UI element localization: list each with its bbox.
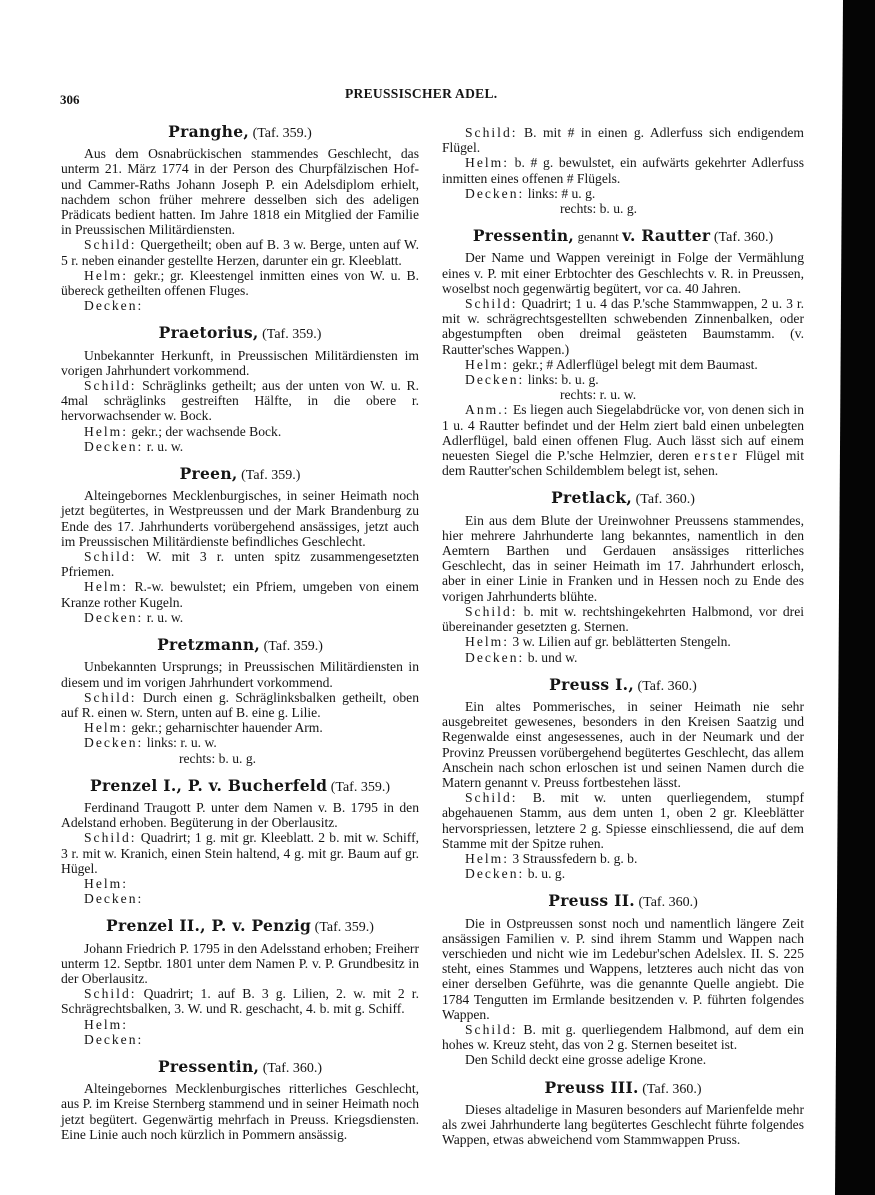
plate-reference: (Taf. 360.) <box>638 895 698 911</box>
right-column <box>442 125 804 1159</box>
schild-line: Schild: Quadrirt; 1 u. 4 das P.'sche Stammwappen, 2 u. 3 r. mit w. schrägrechtsgestellten schwebenden Zinnenbalken, oder abgestumpften oben dreimal geästeten Baumstamm. (v. Rautter'sches Wappen.) <box>442 296 804 357</box>
entry-description: Johann Friedrich P. 1795 in den Adelsstand erhoben; Freiherr unterm 12. Septbr. 1801 unter dem Namen P. v. P. Grundbesitz in der Oberlausitz. <box>61 940 419 986</box>
helm-line: Helm: 3 w. Lilien auf gr. beblätterten Stengeln. <box>465 634 731 650</box>
helm-line: Helm: gekr.; der wachsende Bock. <box>84 423 282 439</box>
entry-title <box>61 637 419 654</box>
helm-line: Helm: R.-w. bewulstet; ein Pfriem, umgeben von einem Kranze rother Kugeln. <box>61 579 419 610</box>
decken-line: Decken: links: b. u. g. <box>465 372 599 388</box>
entry-description: Aus dem Osnabrückischen stammendes Geschlecht, das unterm 21. März 1774 in der Person des Churpfälzischen Hof- und Cammer-Raths Johann Joseph P. ein Adelsdiplom erhielt, nachdem schon früher mehrere desselben sich des adeligen Prädicats bedient hatten. Im Jahre 1818 ein Mitglied der Familie in Preussischen Militärdiensten. <box>61 146 419 238</box>
entry-description: Ein altes Pommerisches, in seiner Heimath nie sehr ausgebreitet gewesenes, besonders in den Kreisen Saatzig und Regenwalde einst angesessenes, auch in der Neumark und der Provinz Preussen vorübergehend begütertes Geschlecht, das allem Anschein nach schon erloschen ist und seinen Namen durch die Matern genannt v. Preuss fortbestehen lässt. <box>442 698 804 790</box>
entry-name: Pretzmann, <box>157 635 261 655</box>
entry-prenzel-2 <box>61 918 419 1047</box>
entry-genannt: genannt <box>577 229 619 245</box>
plate-reference: (Taf. 360.) <box>637 678 697 694</box>
decken-line: Decken: links: r. u. w. <box>84 735 217 751</box>
entry-pressentin <box>61 1056 419 1142</box>
plate-reference: (Taf. 360.) <box>635 492 695 508</box>
schild-line: Schild: Quadrirt; 1. auf B. 3 g. Lilien, 2. w. mit 2 r. Schrägrechtsbalken, 3. W. und R. geschacht, 4. b. mit g. Schiff. <box>61 986 419 1017</box>
entry-name: Preuss III. <box>544 1077 639 1097</box>
entry-preuss-2 <box>442 893 804 1067</box>
helm-line: Helm: 3 Straussfedern b. g. b. <box>465 850 638 866</box>
helm-line: Helm: gekr.; geharnischter hauender Arm. <box>84 720 323 736</box>
scan-black-edge <box>835 0 875 1195</box>
entry-name: Praetorius, <box>158 323 259 343</box>
decken-line: Decken: <box>84 1031 144 1047</box>
entry-description: Die in Ostpreussen sonst noch und namentlich längere Zeit ansässigen Familien v. P. sind ihrem Stamm und Wappen nach verschieden und nicht wie im Ledebur'schen Adelslex. II. S. 225 steht, eines Stammes und Wappens, letzteres auch nicht das von einer derselben Geführte, was die genannte Quelle angiebt. Die 1784 Tengutten im Ermlande besitzenden v. P. führten folgendes Wappen. <box>442 915 804 1022</box>
decken-line: Decken: b. und w. <box>465 649 578 665</box>
entry-name: Pranghe, <box>168 122 250 141</box>
entry-description: Alteingebornes Mecklenburgisches ritterliches Geschlecht, aus P. im Kreise Sternberg stammend und in seiner Heimath noch jetzt begütert. Gegenwärtig mehrfach in Preuss. Kriegsdiensten. Eine Linie auch noch kürzlich in Pommern ansässig. <box>61 1081 419 1142</box>
entry-title <box>442 893 804 910</box>
entry-name: Prenzel I., P. v. Bucherfeld <box>89 775 328 795</box>
entry-name: Preen, <box>179 464 238 484</box>
entry-title <box>442 490 804 507</box>
entry-name: Prenzel II., P. v. Penzig <box>106 916 312 936</box>
page-number: 306 <box>60 92 80 107</box>
emphasized-word: erster <box>694 448 740 464</box>
entry-name: Pressentin, <box>157 1056 260 1076</box>
left-column <box>61 118 419 1154</box>
decken-line: Decken: links: # u. g. <box>465 185 596 201</box>
entry-name: Preuss II. <box>548 891 635 911</box>
decken-line: Decken: <box>84 891 144 907</box>
schild-line: Schild: b. mit w. rechtshingekehrten Halbmond, vor drei übereinander gesetzten g. Sternen. <box>442 603 804 635</box>
entry-description: Unbekannten Ursprungs; in Preussischen Militärdiensten in diesem und im vorigen Jahrhundert vorkommend. <box>61 659 419 690</box>
decken-line: Decken: r. u. w. <box>84 609 184 625</box>
entry-description: Ein aus dem Blute der Ureinwohner Preussens stammendes, hier mehrere Jahrhunderte lang bekanntes, namentlich in den Aemtern Barthen und Gerdauen ansässiges ritterliches Geschlecht, das in seiner Heimath im 17. Jahrhundert erlosch, aber in einer Linie in Franken und in Hessen noch zu Ende des vorigen Jahrhunderts blühte. <box>442 512 804 604</box>
entry-description: Unbekannter Herkunft, in Preussischen Militärdiensten im vorigen Jahrhundert vorkommend. <box>61 347 419 378</box>
helm-line: Helm: gekr.; gr. Kleestengel inmitten eines von W. u. B. übereck getheilten offenen Fluges. <box>61 267 419 299</box>
entry-title <box>442 1077 804 1097</box>
running-head: PREUSSISCHER ADEL. <box>345 86 498 101</box>
helm-line: Helm: <box>84 1016 128 1032</box>
entry-praetorius <box>61 325 419 454</box>
entry-description: Ferdinand Traugott P. unter dem Namen v. B. 1795 in den Adelstand erhoben. Begüterung in der Oberlausitz. <box>61 799 419 831</box>
entry-preuss-1 <box>442 674 804 882</box>
entry-pressentin-continued <box>442 125 804 216</box>
schild-line: Schild: Durch einen g. Schräglinksbalken getheilt, oben auf R. einen w. Stern, unten auf B. eine g. Lilie. <box>61 689 419 720</box>
schild-line: Schild: B. mit # in einen g. Adlerfuss sich endigendem Flügel. <box>442 125 804 156</box>
decken-right-line: rechts: r. u. w. <box>560 387 637 403</box>
helm-line: Helm: <box>84 875 128 891</box>
plate-reference: (Taf. 359.) <box>262 327 322 343</box>
entry-pretlack <box>442 490 804 664</box>
crown-line: Den Schild deckt eine grosse adelige Krone. <box>465 1052 707 1068</box>
entry-preuss-3 <box>442 1077 804 1148</box>
entry-title <box>61 1056 419 1076</box>
plate-reference: (Taf. 360.) <box>262 1060 323 1076</box>
entry-pranghe <box>61 124 419 313</box>
entry-prenzel-1 <box>61 775 419 907</box>
plate-reference: (Taf. 359.) <box>241 468 301 484</box>
entry-title <box>61 466 419 483</box>
annotation-line: Anm.: Es liegen auch Siegelabdrücke vor, von denen sich in 1 u. 4 Rautter befindet und der Helm ziert bald einen unbelegten Adlerflügel, bald einen offenen Flug. Auch lässt sich auf einem neuesten Siegel die P.'sche Helmzier, deren erster Flügel mit dem Rautter'schen Schildemblem belegt ist, sehen. <box>442 402 804 479</box>
entry-name: Preuss I., <box>549 674 635 694</box>
plate-reference: (Taf. 359.) <box>263 639 323 655</box>
decken-right-line: rechts: b. u. g. <box>179 750 257 766</box>
helm-line: Helm: gekr.; # Adlerflügel belegt mit dem Baumast. <box>465 356 758 372</box>
entry-description: Alteingebornes Mecklenburgisches, in seiner Heimath noch jetzt begütertes, in Westpreussen und der Mark Brandenburg zu Ende des 17. Jahrhunderts vorübergehend ansässiges, jetzt auch im Preussischen Militärdienste befindliches Geschlecht. <box>61 488 419 549</box>
entry-description: Dieses altadelige in Masuren besonders auf Marienfelde mehr als zwei Jahrhunderte lang begütertes Geschlecht führte folgendes Wappen, etwas abweichend vom Stammwappen Pruss. <box>442 1101 804 1148</box>
plate-reference: (Taf. 360.) <box>642 1081 702 1097</box>
entry-title <box>61 775 419 795</box>
schild-line: Schild: Schräglinks getheilt; aus der unten von W. u. R. 4mal schräglinks gestreiften Hälfte, in die obere r. hervorwachsender w. Bock. <box>61 378 419 424</box>
plate-reference: (Taf. 360.) <box>713 230 774 246</box>
schild-line: Schild: B. mit w. unten querliegendem, stumpf abgehauenen Stamm, aus dem unten 1, oben 2 gr. Kleeblätter hervorspriessen, letztere 2 g. Spiesse einschliessend, die auf dem Stamme mit der Spitze ruhen. <box>442 790 804 851</box>
entry-title <box>61 918 419 935</box>
entry-pretzmann <box>61 637 419 766</box>
entry-description: Der Name und Wappen vereinigt in Folge der Vermählung eines v. P. mit einer Erbtochter des Geschlechts v. R. in Preussen, woselbst noch gegenwärtig begütert, vor ca. 40 Jahren. <box>442 250 804 296</box>
entry-title <box>61 325 419 342</box>
entry-title <box>442 228 804 245</box>
entry-title <box>61 124 419 141</box>
schild-line: Schild: Quadrirt; 1 g. mit gr. Kleeblatt. 2 b. mit w. Schiff, 3 r. mit w. Kranich, einen Stein haltend, 4 g. mit gr. Baum auf gr. Hügel. <box>61 830 419 876</box>
schild-line: Schild: W. mit 3 r. unten spitz zusammengesetzten Pfriemen. <box>61 549 419 580</box>
decken-line: Decken: b. u. g. <box>465 866 566 882</box>
plate-reference: (Taf. 359.) <box>330 779 390 795</box>
decken-line: Decken: r. u. w. <box>84 438 184 454</box>
decken-line: Decken: <box>84 298 144 314</box>
schild-line: Schild: Quergetheilt; oben auf B. 3 w. Berge, unten auf W. 5 r. neben einander gestellte Herzen, darunter ein gr. Kleeblatt. <box>61 237 419 268</box>
schild-line: Schild: B. mit g. querliegendem Halbmond, auf dem ein hohes w. Kreuz steht, das von 2 g. Sternen beseitet ist. <box>442 1021 804 1053</box>
entry-preen <box>61 466 419 625</box>
entry-pressentin-rautter <box>442 228 804 478</box>
plate-reference: (Taf. 359.) <box>314 920 374 936</box>
entry-name: Pretlack, <box>551 488 633 508</box>
entry-name-secondary: v. Rautter <box>622 226 711 246</box>
decken-right-line: rechts: b. u. g. <box>560 201 638 217</box>
helm-line: Helm: b. # g. bewulstet, ein aufwärts gekehrter Adlerfuss inmitten eines offenen # Flügels. <box>442 155 804 186</box>
plate-reference: (Taf. 359.) <box>252 126 312 141</box>
entry-name: Pressentin, <box>472 226 575 246</box>
entry-title <box>442 674 804 694</box>
